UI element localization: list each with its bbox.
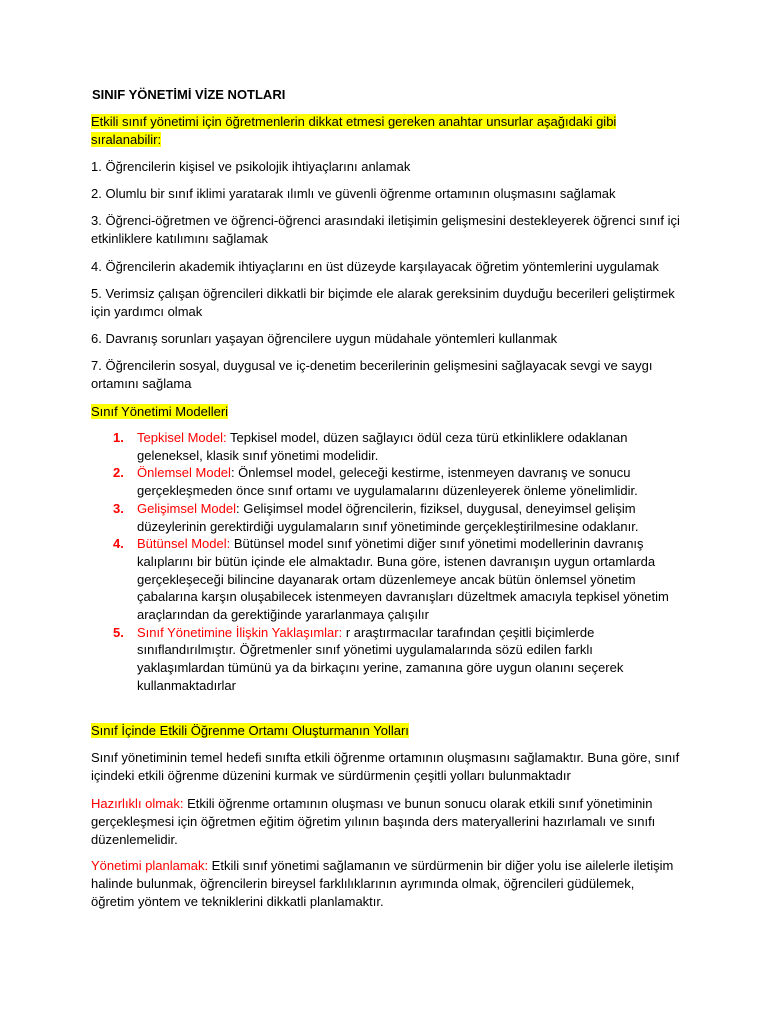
list-item [91,624,671,695]
list-number: 5. [113,624,124,640]
list-number: 1. [113,430,124,445]
model-label: Önlemsel Model [137,465,231,481]
list-number: 4. [113,536,124,552]
point-2: 2. Olumlu bir sınıf iklimi yaratarak ılımlı ve güvenli öğrenme ortamının oluşmasını sağlamak [91,186,616,201]
point-6: 6. Davranış sorunları yaşayan öğrencilere uygun müdahale yöntemleri kullanmak [91,331,558,346]
env-heading-text: Sınıf İçinde Etkili Öğrenme Ortamı Oluşturmanın Yolları [91,723,409,738]
list-number: 3. [113,500,124,516]
model-text: : Önlemsel model, geleceği kestirme, istenmeyen davranış ve sonucu gerçekleşmeden önce sınıf ortamı ve uygulamalarını düzenleyerek önleme yönelimlidir. [137,465,638,499]
env-intro: Sınıf yönetiminin temel hedefi sınıfta etkili öğrenme ortamının oluşmasını sağlamaktır. Buna göre, sınıf içindeki etkili öğrenme düzenini kurmak ve sürdürmenin çeşitli yolları bulunmaktadır [91,750,680,783]
document-title: SINIF YÖNETİMİ VİZE NOTLARI [92,87,286,102]
model-label: Tepkisel Model: [137,430,227,445]
model-label: Sınıf Yönetimine İlişkin Yaklaşımlar: [137,624,343,640]
intro-text: Etkili sınıf yönetimi için öğretmenlerin dikkat etmesi gereken anahtar unsurlar aşağıdaki gibi sıralanabilir: [91,114,617,147]
list-number: 2. [113,465,124,481]
models-heading-text: Sınıf Yönetimi Modelleri [91,404,229,419]
models-list [91,429,671,695]
plan-paragraph [91,857,681,911]
model-label: Bütünsel Model: [137,536,231,552]
ready-paragraph [91,795,681,849]
ready-label: Hazırlıklı olmak: [91,796,184,811]
model-text: r araştırmacılar tarafından çeşitli biçimlerde sınıflandırılmıştır. Öğretmenler sınıf yönetimi uygulamalarında sözü edilen farklı yaklaşımlardan tümünü ya da birkaçını yerine, zamanına göre uygun olanını seçerek kullanmaktadırlar [137,624,624,693]
point-3: 3. Öğrenci-öğretmen ve öğrenci-öğrenci arasındaki iletişimin gelişmesini destekleyerek öğrenci sınıf içi etkinliklere katılımını sağlamak [91,213,680,246]
list-item [91,500,671,535]
model-text: Bütünsel model sınıf yönetimi diğer sınıf yönetimi modellerinin davranış kalıplarını bir bütün içinde ele almaktadır. Buna göre, istenen davranışın uygun ortamlarda gerçekleşeceği bilincine dayanarak ortam düzenlemeye ancak bütün önlemsel yönetim çabalarına karşın oluşabilecek istenmeyen davranışları düzeltmek amacıyla tepkisel yönetim araçlarından da gerektiğinde yararlanmaya çalışılır [137,536,669,623]
models-heading [91,403,681,421]
plan-text: Etkili sınıf yönetimi sağlamanın ve sürdürmenin bir diğer yolu ise ailelerle iletişim halinde bulunmak, öğrencilerin bireysel farklılıklarının ayrımında olmak, öğrencileri güdülemek, öğretim yöntem ve tekniklerini dikkatli planlamaktır. [91,858,674,909]
intro-paragraph [91,113,681,149]
point-1: 1. Öğrencilerin kişisel ve psikolojik ihtiyaçlarını anlamak [91,159,411,174]
list-item [91,464,671,499]
plan-label: Yönetimi planlamak: [91,858,209,873]
point-4: 4. Öğrencilerin akademik ihtiyaçlarını en üst düzeyde karşılayacak öğretim yöntemlerini uygulamak [91,259,659,274]
list-item [91,429,671,464]
model-text: : Gelişimsel model öğrencilerin, fiziksel, duygusal, deneyimsel gelişim düzeylerinin gerektirdiği uygulamaların sınıf yönetiminde gerçekleştirilmesine odaklanır. [137,500,639,534]
point-7: 7. Öğrencilerin sosyal, duygusal ve iç-denetim becerilerinin gelişmesini sağlayacak sevgi ve saygı ortamını sağlama [91,358,653,391]
model-text: Tepkisel model, düzen sağlayıcı ödül ceza türü etkinliklere odaklanan geleneksel, klasik sınıf yönetimi modelidir. [137,430,628,463]
env-heading [91,722,681,740]
model-label: Gelişimsel Model [137,500,236,516]
list-item [91,535,671,624]
point-5: 5. Verimsiz çalışan öğrencileri dikkatli bir biçimde ele alarak gereksinim duyduğu becerileri geliştirmek için yardımcı olmak [91,286,675,319]
ready-text: Etkili öğrenme ortamının oluşması ve bunun sonucu olarak etkili sınıf yönetiminin gerçekleşmesi için öğretmen eğitim öğretim yılının başında ders materyallerini hazırlamalı ve sınıfı düzenlemelidir. [91,796,656,847]
